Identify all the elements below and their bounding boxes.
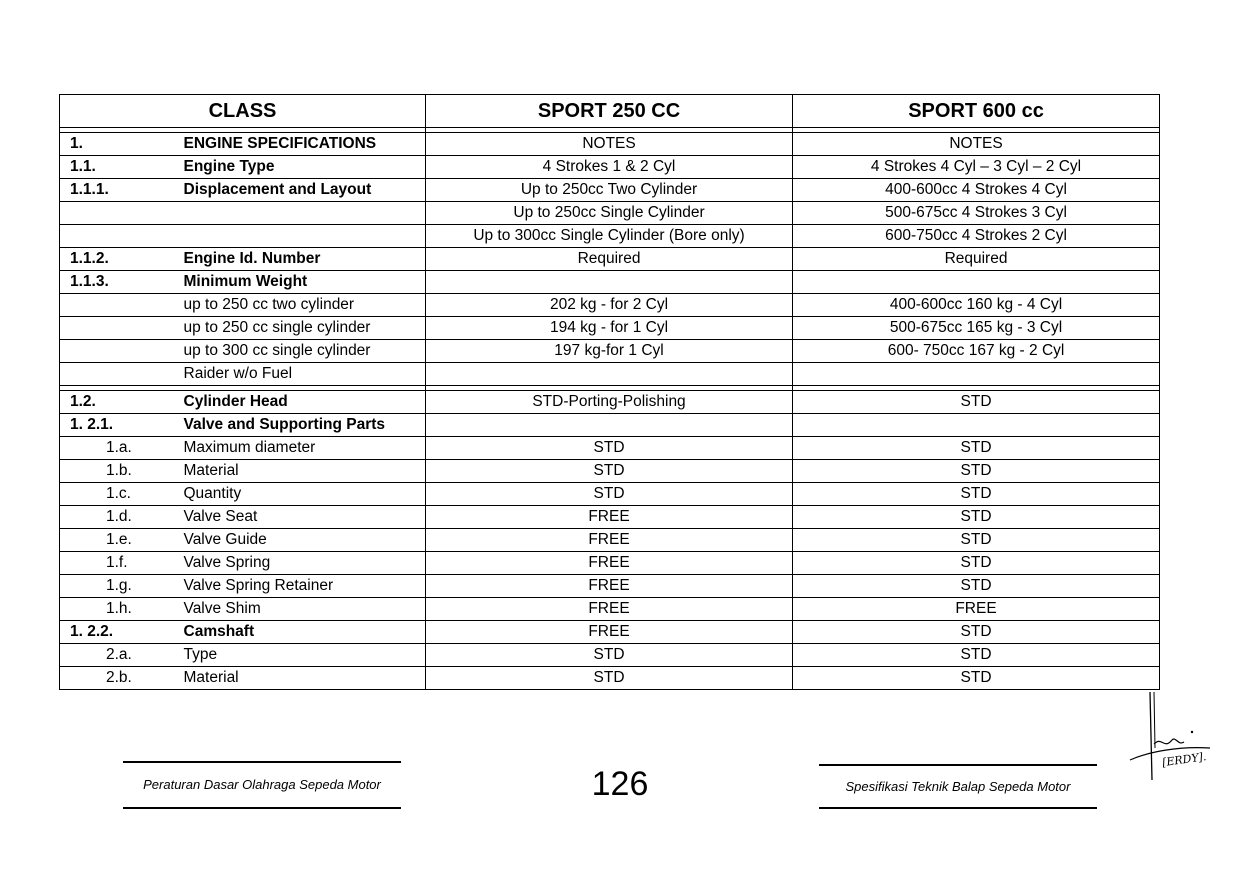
row-number-cell: 1.2. — [60, 391, 178, 414]
footer-right-title: Spesifikasi Teknik Balap Sepeda Motor — [819, 764, 1097, 809]
row-number-cell — [60, 317, 178, 340]
table-row — [60, 414, 1160, 437]
row-label-cell: Valve and Supporting Parts — [178, 414, 426, 437]
row-label-cell: Engine Type — [178, 156, 426, 179]
sport600-cell: 400-600cc 160 kg - 4 Cyl — [793, 294, 1160, 317]
row-label-cell: Engine Id. Number — [178, 248, 426, 271]
table-row — [60, 483, 1160, 506]
table-row — [60, 271, 1160, 294]
sport250-cell — [426, 271, 793, 294]
row-label-cell — [178, 225, 426, 248]
row-label-cell: Raider w/o Fuel — [178, 363, 426, 386]
row-number-cell — [60, 363, 178, 386]
sport250-cell: STD — [426, 483, 793, 506]
row-label-cell: Material — [178, 667, 426, 690]
sport600-header: SPORT 600 cc — [793, 95, 1160, 128]
sport600-cell: STD — [793, 552, 1160, 575]
row-number-cell: 1.e. — [60, 529, 178, 552]
sport600-cell: STD — [793, 575, 1160, 598]
class-header: CLASS — [60, 95, 426, 128]
sport250-cell: STD — [426, 667, 793, 690]
sport600-cell — [793, 363, 1160, 386]
row-number-cell: 1.f. — [60, 552, 178, 575]
table-row — [60, 529, 1160, 552]
sport250-header: SPORT 250 CC — [426, 95, 793, 128]
sport250-cell: STD-Porting-Polishing — [426, 391, 793, 414]
sport250-cell: FREE — [426, 506, 793, 529]
row-number-cell: 1. — [60, 133, 178, 156]
table-row — [60, 225, 1160, 248]
sport600-cell: STD — [793, 644, 1160, 667]
sport600-cell: STD — [793, 621, 1160, 644]
table-row — [60, 340, 1160, 363]
table-row — [60, 552, 1160, 575]
table-row — [60, 248, 1160, 271]
header-row — [60, 95, 1160, 128]
row-label-cell: Camshaft — [178, 621, 426, 644]
sport250-cell: 202 kg - for 2 Cyl — [426, 294, 793, 317]
table-row — [60, 391, 1160, 414]
sport250-cell: Up to 250cc Two Cylinder — [426, 179, 793, 202]
sport250-cell: FREE — [426, 598, 793, 621]
row-label-cell: up to 300 cc single cylinder — [178, 340, 426, 363]
table-row — [60, 506, 1160, 529]
row-label-cell: Cylinder Head — [178, 391, 426, 414]
sport600-cell: 500-675cc 165 kg - 3 Cyl — [793, 317, 1160, 340]
row-label-cell: Valve Shim — [178, 598, 426, 621]
sport600-cell — [793, 271, 1160, 294]
sport250-cell: STD — [426, 460, 793, 483]
row-number-cell: 1.c. — [60, 483, 178, 506]
sport600-cell: STD — [793, 391, 1160, 414]
row-number-cell — [60, 340, 178, 363]
sport250-cell — [426, 414, 793, 437]
row-label-cell: Valve Spring — [178, 552, 426, 575]
row-label-cell: Material — [178, 460, 426, 483]
sport250-cell: FREE — [426, 575, 793, 598]
row-label-cell: Valve Seat — [178, 506, 426, 529]
spec-table — [59, 94, 1160, 690]
sport600-cell: STD — [793, 667, 1160, 690]
sport600-cell: STD — [793, 529, 1160, 552]
sport600-cell: Required — [793, 248, 1160, 271]
page-number: 126 — [591, 765, 649, 803]
table-row — [60, 156, 1160, 179]
sport250-cell — [426, 363, 793, 386]
row-label-cell: Minimum Weight — [178, 271, 426, 294]
row-number-cell: 1.1.3. — [60, 271, 178, 294]
table-row — [60, 202, 1160, 225]
sport250-cell: FREE — [426, 552, 793, 575]
sport250-cell: 197 kg-for 1 Cyl — [426, 340, 793, 363]
sport600-cell: NOTES — [793, 133, 1160, 156]
sport250-cell: 4 Strokes 1 & 2 Cyl — [426, 156, 793, 179]
sport600-cell: FREE — [793, 598, 1160, 621]
row-number-cell: 1.d. — [60, 506, 178, 529]
sport250-cell: Up to 300cc Single Cylinder (Bore only) — [426, 225, 793, 248]
sport250-cell: STD — [426, 644, 793, 667]
row-number-cell: 1.1.1. — [60, 179, 178, 202]
table-row — [60, 363, 1160, 386]
row-label-cell: Maximum diameter — [178, 437, 426, 460]
table-row — [60, 317, 1160, 340]
row-label-cell: ENGINE SPECIFICATIONS — [178, 133, 426, 156]
row-label-cell: Valve Spring Retainer — [178, 575, 426, 598]
row-number-cell: 1. 2.2. — [60, 621, 178, 644]
table-row — [60, 460, 1160, 483]
sport600-cell: STD — [793, 506, 1160, 529]
row-number-cell: 1.b. — [60, 460, 178, 483]
sport250-cell: FREE — [426, 529, 793, 552]
sport250-cell: Up to 250cc Single Cylinder — [426, 202, 793, 225]
row-label-cell: Valve Guide — [178, 529, 426, 552]
row-number-cell — [60, 202, 178, 225]
row-number-cell: 1. 2.1. — [60, 414, 178, 437]
table-row — [60, 133, 1160, 156]
sport600-cell: 4 Strokes 4 Cyl – 3 Cyl – 2 Cyl — [793, 156, 1160, 179]
sport250-cell: STD — [426, 437, 793, 460]
signature-text: [ERDY]. — [1161, 750, 1208, 770]
table-row — [60, 667, 1160, 690]
row-number-cell: 1.1.2. — [60, 248, 178, 271]
row-label-cell: Type — [178, 644, 426, 667]
table-row — [60, 644, 1160, 667]
sport250-cell: NOTES — [426, 133, 793, 156]
footer-left-title: Peraturan Dasar Olahraga Sepeda Motor — [123, 761, 401, 809]
sport250-cell: Required — [426, 248, 793, 271]
row-number-cell — [60, 225, 178, 248]
sport600-cell — [793, 414, 1160, 437]
row-number-cell — [60, 294, 178, 317]
table-row — [60, 598, 1160, 621]
row-label-cell: up to 250 cc two cylinder — [178, 294, 426, 317]
row-number-cell: 1.h. — [60, 598, 178, 621]
row-number-cell: 1.g. — [60, 575, 178, 598]
row-label-cell: Displacement and Layout — [178, 179, 426, 202]
sport600-cell: STD — [793, 483, 1160, 506]
sport600-cell: 500-675cc 4 Strokes 3 Cyl — [793, 202, 1160, 225]
row-number-cell: 1.1. — [60, 156, 178, 179]
row-label-cell — [178, 202, 426, 225]
sport600-cell: STD — [793, 460, 1160, 483]
row-label-cell: up to 250 cc single cylinder — [178, 317, 426, 340]
table-row — [60, 621, 1160, 644]
sport600-cell: 600- 750cc 167 kg - 2 Cyl — [793, 340, 1160, 363]
table-row — [60, 575, 1160, 598]
table-row — [60, 294, 1160, 317]
sport600-cell: 600-750cc 4 Strokes 2 Cyl — [793, 225, 1160, 248]
sport250-cell: FREE — [426, 621, 793, 644]
row-number-cell: 2.a. — [60, 644, 178, 667]
table-row — [60, 179, 1160, 202]
sport600-cell: 400-600cc 4 Strokes 4 Cyl — [793, 179, 1160, 202]
row-number-cell: 2.b. — [60, 667, 178, 690]
sport250-cell: 194 kg - for 1 Cyl — [426, 317, 793, 340]
sport600-cell: STD — [793, 437, 1160, 460]
row-number-cell: 1.a. — [60, 437, 178, 460]
row-label-cell: Quantity — [178, 483, 426, 506]
signature-icon — [1128, 688, 1214, 784]
table-row — [60, 437, 1160, 460]
